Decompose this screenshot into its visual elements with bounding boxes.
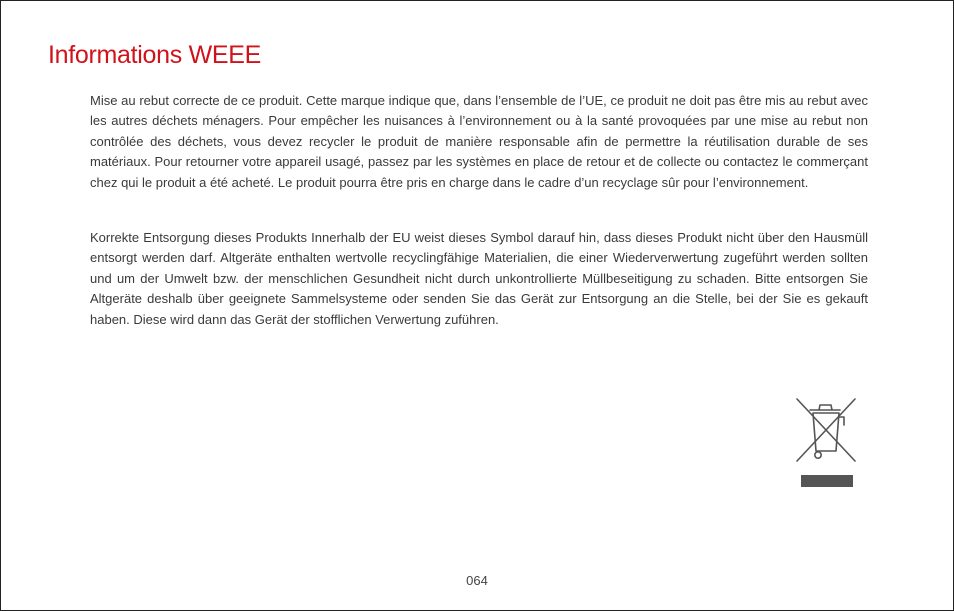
paragraph-french: Mise au rebut correcte de ce produit. Cette marque indique que, dans l’ensemble de l’UE, ce produit ne doit pas être mis au rebut avec les autres déchets ménagers. Pour empêcher les nuisances à l’environnement ou à la santé provoquées par une mise au rebut non contrôlée des déchets, vous devez recycler le produit de manière responsable afin de permettre la réutilisation durable de ses matériaux. Pour retourner votre appareil usagé, passez par les systèmes en place de retour et de collecte ou contactez le commerçant chez qui le produit a été acheté. Le produit pourra être pris en charge dans le cadre d’un recyclage sûr pour l’environnement.: [90, 93, 868, 190]
page-title: Informations WEEE: [48, 41, 262, 69]
page-number: 064: [466, 573, 488, 588]
paragraph-german: Korrekte Entsorgung dieses Produkts Innerhalb der EU weist dieses Symbol darauf hin, dass dieses Produkt nicht über den Hausmüll entsorgt werden darf. Altgeräte enthalten wertvolle recyclingfähige Materialien, die einer Wiederverwertung zugeführt werden sollten und um der Umwelt bzw. der menschlichen Gesundheit nicht durch unkontrollierte Müllbeseitigung zu schaden. Bitte entsorgen Sie Altgeräte deshalb über geeignete Sammelsysteme oder senden Sie das Gerät zur Entsorgung an die Stelle, bei der Sie es gekauft haben. Diese wird dann das Gerät der stofflichen Verwertung zuführen.: [90, 230, 868, 327]
crossed-out-wheelie-bin-icon: [793, 395, 859, 489]
weee-bar: [801, 475, 853, 487]
